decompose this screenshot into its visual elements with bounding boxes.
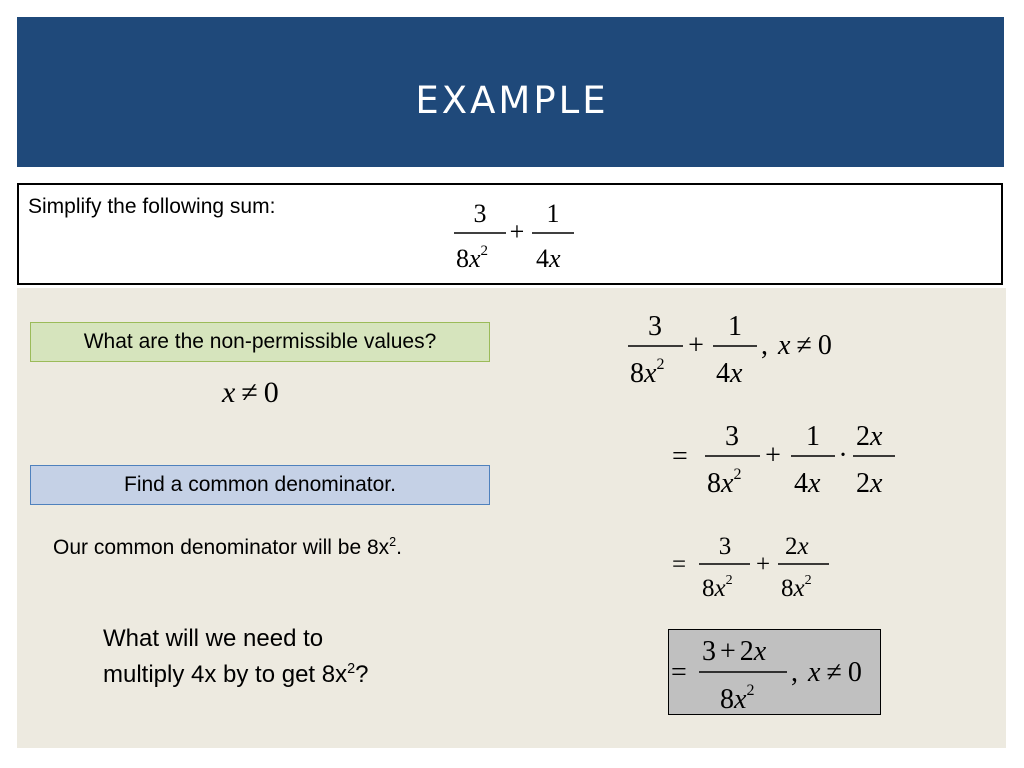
svg-text:2x: 2x (856, 421, 883, 452)
step-3-expression (672, 530, 842, 605)
svg-text:·: · (838, 440, 848, 471)
svg-text:x≠0: x ≠ 0 (222, 376, 279, 409)
svg-text:1: 1 (728, 311, 742, 342)
svg-text:8x2: $8x^2$ (707, 466, 742, 499)
numerator: 3 (473, 199, 487, 228)
svg-text:2x: 2x (856, 468, 883, 499)
svg-text:3+2x: 3 + 2x (702, 636, 767, 667)
numerator: 1 (546, 199, 560, 228)
svg-text:=: = (672, 551, 687, 578)
step-2-expression (672, 418, 902, 500)
svg-text:+: + (765, 440, 781, 471)
svg-text:4x: 4x (716, 358, 743, 389)
svg-text:,: , (761, 330, 768, 361)
svg-text:8x2: $8x^2$ (720, 682, 755, 715)
problem-expression (450, 195, 580, 275)
svg-text:1: 1 (806, 421, 820, 452)
denominator: 4x (536, 244, 561, 273)
svg-text:+: + (755, 551, 771, 578)
svg-text:4x: 4x (794, 468, 821, 499)
svg-text:8x2: $8x^2$ (781, 573, 812, 602)
nonpermissible-question: What are the non-permissible values? (30, 322, 490, 362)
problem-prompt: Simplify the following sum: (28, 195, 276, 218)
svg-text:2x: 2x (785, 533, 809, 560)
svg-text:8x2: $8x^2$ (630, 356, 665, 389)
nonpermissible-answer (222, 372, 312, 412)
multiply-question: What will we need to multiply 4x by to get $8x^2$? (103, 625, 369, 688)
final-answer-expression (671, 632, 881, 714)
denominator: $8x^2$ (456, 243, 489, 273)
svg-text:x≠0: x ≠ 0 (808, 657, 862, 688)
svg-text:,: , (791, 657, 798, 688)
svg-text:3: 3 (648, 311, 662, 342)
svg-text:=: = (672, 441, 688, 472)
svg-text:+: + (688, 330, 704, 361)
svg-text:=: = (671, 657, 687, 688)
svg-text:3: 3 (718, 533, 732, 560)
step-1-expression (625, 308, 865, 388)
svg-text:x≠0: x ≠ 0 (778, 330, 832, 361)
slide-title: EXAMPLE (415, 79, 609, 122)
common-denominator-statement: Our common denominator will be $8x^2$. (53, 535, 403, 559)
svg-text:3: 3 (725, 421, 739, 452)
plus-sign: + (509, 217, 525, 246)
svg-text:8x2: $8x^2$ (702, 573, 733, 602)
common-denominator-question: Find a common denominator. (30, 465, 490, 505)
